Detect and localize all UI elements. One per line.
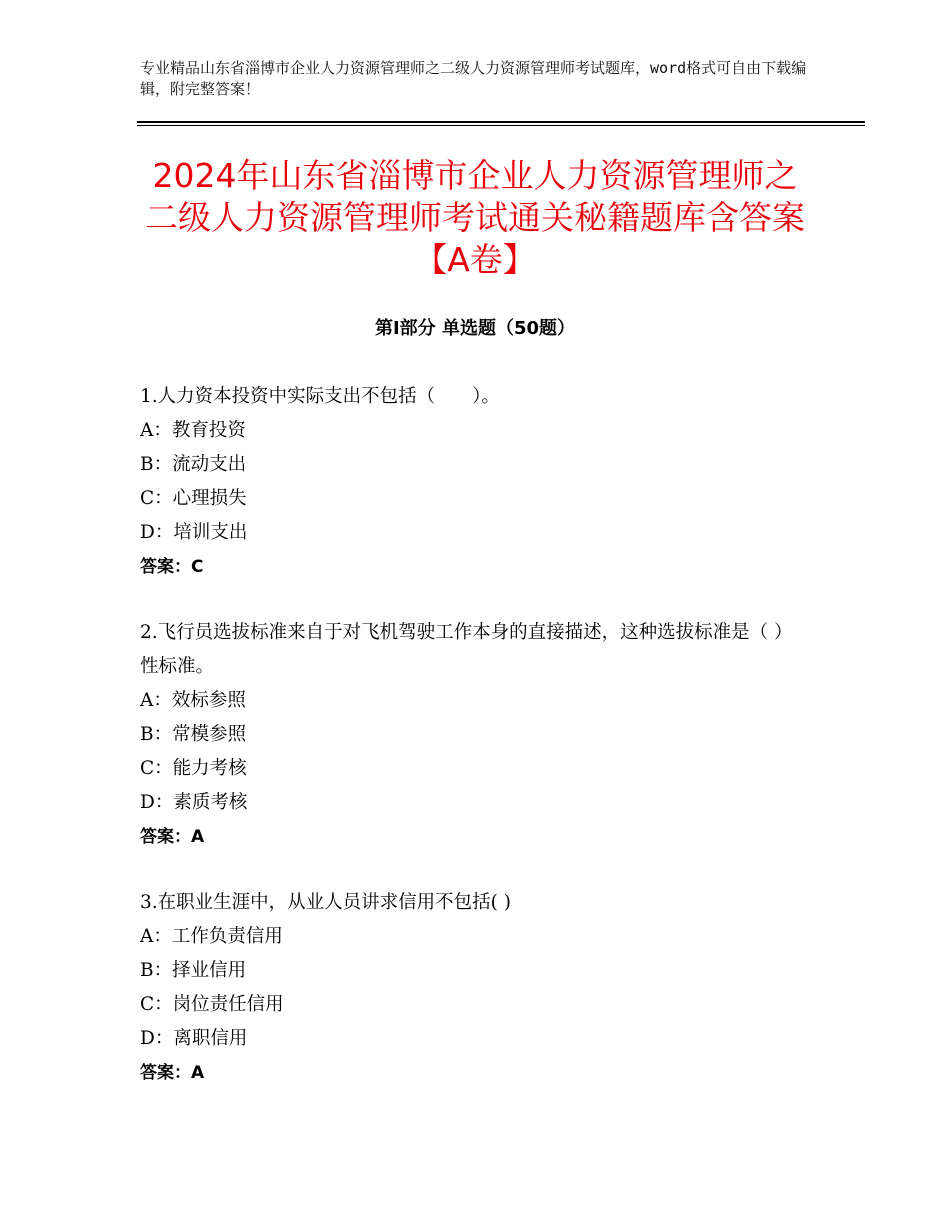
answer-label: 答案： xyxy=(140,557,191,577)
answer-value: A xyxy=(191,827,205,847)
question-list xyxy=(140,380,810,1122)
option-d: D：培训支出 xyxy=(140,522,248,543)
header-rule-thick xyxy=(137,121,865,123)
question-stem: 1.人力资本投资中实际支出不包括（ ）。 xyxy=(140,386,500,407)
option-b: B：流动支出 xyxy=(140,454,247,475)
option-c: C：能力考核 xyxy=(140,758,247,779)
question-2 xyxy=(140,616,810,854)
answer-value: A xyxy=(191,1063,205,1083)
option-a: A：工作负责信用 xyxy=(140,926,283,947)
option-c: C：岗位责任信用 xyxy=(140,994,284,1015)
option-b: B：择业信用 xyxy=(140,960,247,981)
option-a: A：效标参照 xyxy=(140,690,246,711)
question-1 xyxy=(140,380,810,584)
option-d: D：离职信用 xyxy=(140,1028,248,1049)
option-b: B：常模参照 xyxy=(140,724,247,745)
answer-line xyxy=(140,1056,810,1090)
question-stem: 2.飞行员选拔标准来自于对飞机驾驶工作本身的直接描述，这种选拔标准是（ ）性标准。 xyxy=(140,622,793,677)
header-note: 专业精品山东省淄博市企业人力资源管理师之二级人力资源管理师考试题库，word格式可自由下载编辑，附完整答案！ xyxy=(140,59,807,98)
option-a: A：教育投资 xyxy=(140,420,246,441)
option-d: D：素质考核 xyxy=(140,792,248,813)
answer-label: 答案： xyxy=(140,1063,191,1083)
answer-line xyxy=(140,820,810,854)
question-stem: 3.在职业生涯中，从业人员讲求信用不包括( ) xyxy=(140,892,511,913)
document-title: 2024年山东省淄博市企业人力资源管理师之二级人力资源管理师考试通关秘籍题库含答案【A卷】 xyxy=(145,156,805,279)
question-3 xyxy=(140,886,810,1090)
answer-label: 答案： xyxy=(140,827,191,847)
answer-line xyxy=(140,550,810,584)
section-heading: 第Ⅰ部分 单选题（50题） xyxy=(374,318,575,339)
option-c: C：心理损失 xyxy=(140,488,247,509)
answer-value: C xyxy=(191,557,204,577)
header-rule-thin xyxy=(137,125,865,126)
